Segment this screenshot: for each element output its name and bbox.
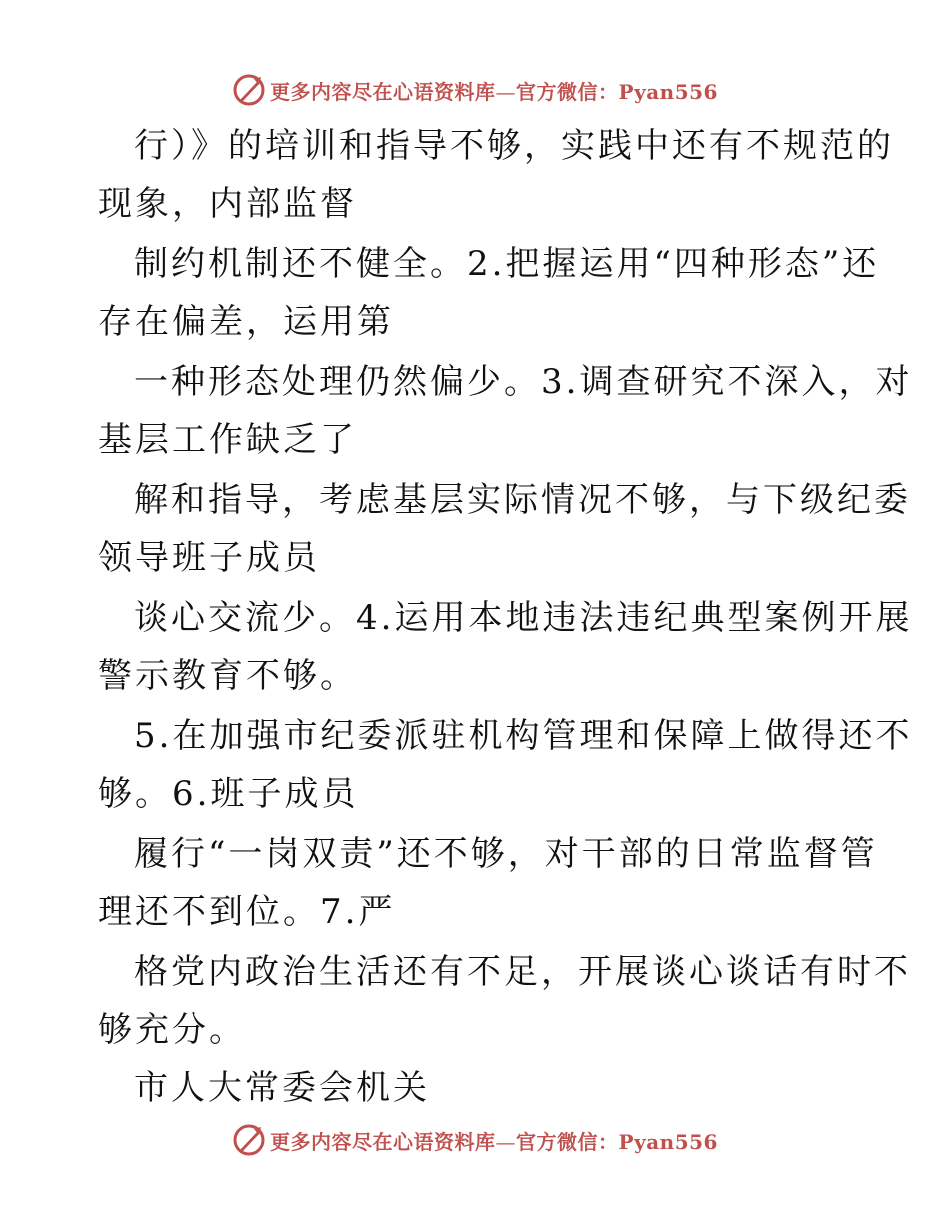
- text-line: 履行“一岗双责”还不够，对干部的日常监督管: [134, 834, 878, 874]
- text-line: 谈心交流少。4.运用本地违法违纪典型案例开展: [134, 598, 913, 638]
- text-line: 市人大常委会机关: [134, 1068, 430, 1108]
- text-line: 警示教育不够。: [98, 656, 357, 696]
- text-line: 解和指导，考虑基层实际情况不够，与下级纪委: [134, 480, 911, 520]
- text-line: 基层工作缺乏了: [98, 420, 357, 460]
- quill-logo-icon: [232, 73, 266, 107]
- text-line: 够充分。: [98, 1010, 246, 1050]
- header-banner: [0, 70, 950, 110]
- text-line: 制约机制还不健全。2.把握运用“四种形态”还: [134, 244, 880, 284]
- text-line: 理还不到位。7.严: [98, 892, 396, 932]
- quill-logo-icon: [232, 1123, 266, 1157]
- text-line: 格党内政治生活还有不足，开展谈心谈话有时不: [134, 952, 911, 992]
- banner-text: 更多内容尽在心语资料库—官方微信：Pyan556: [270, 1129, 718, 1154]
- text-line: 领导班子成员: [98, 538, 320, 578]
- text-line: 现象，内部监督: [98, 184, 357, 224]
- text-line: 行）》的培训和指导不够，实践中还有不规范的: [134, 126, 894, 166]
- text-line: 够。6.班子成员: [98, 774, 359, 814]
- text-line: 存在偏差，运用第: [98, 302, 394, 342]
- text-line: 5.在加强市纪委派驻机构管理和保障上做得还不: [134, 716, 913, 756]
- footer-banner: [0, 1120, 950, 1160]
- text-line: 一种形态处理仍然偏少。3.调查研究不深入，对: [134, 362, 913, 402]
- banner-text: 更多内容尽在心语资料库—官方微信：Pyan556: [270, 79, 718, 104]
